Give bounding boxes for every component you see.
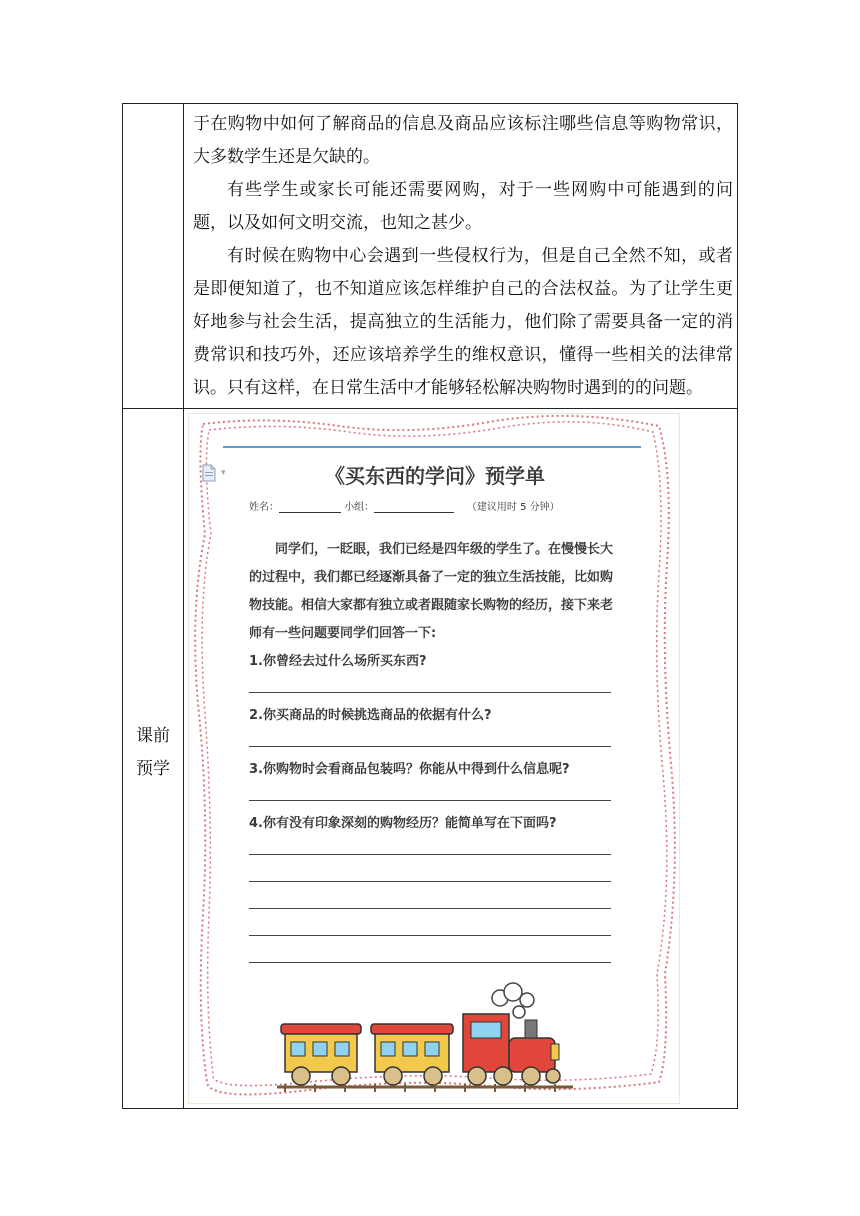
question-3: 3.你购物时会看商品包装吗？你能从中得到什么信息呢? (249, 762, 570, 777)
row-label-line: 课前 (136, 726, 170, 746)
time-note: （建议用时 5 分钟） (466, 502, 560, 513)
table-row-divider (123, 408, 737, 409)
answer-line (249, 746, 611, 747)
group-label: 小组： (344, 502, 375, 513)
preview-worksheet-image (188, 413, 680, 1104)
table-column-divider (183, 104, 184, 1108)
paragraph: 有时候在购物中心会遇到一些侵权行为，但是自己全然不知，或者是即便知道了，也不知道应该怎样维护自己的合法权益。为了让学生更好地参与社会生活，提高独立的生活能力，他们除了需要具备一定的消费常识和技巧外，还应该培养学生的维权意识，懂得一些相关的法律常识。只有这样，在日常生活中才能够轻松解决购物时遇到的的问题。 (193, 246, 733, 398)
row-label-preview (123, 720, 183, 786)
name-label: 姓名： (249, 502, 279, 513)
analysis-text-cell (193, 108, 733, 405)
paragraph: 有些学生或家长可能还需要网购，对于一些网购中可能遇到的问题，以及如何文明交流，也知之甚少。 (193, 180, 733, 233)
dropdown-arrow-icon: ▾ (221, 468, 226, 478)
question-1: 1.你曾经去过什么场所买东西? (249, 654, 427, 669)
answer-line (249, 881, 611, 882)
answer-line (249, 800, 611, 801)
train-illustration (275, 980, 575, 1098)
name-blank (279, 501, 341, 513)
worksheet-meta (249, 498, 560, 513)
answer-line (249, 854, 611, 855)
answer-line (249, 935, 611, 936)
row-label-line: 预学 (136, 759, 170, 779)
worksheet-intro (249, 536, 621, 648)
title-bar-line (223, 446, 641, 448)
question-4: 4.你有没有印象深刻的购物经历？能简单写在下面吗? (249, 816, 557, 831)
intro-paragraph: 同学们，一眨眼，我们已经是四年级的学生了。在慢慢长大的过程中，我们都已经逐渐具备了一定的独立生活技能，比如购物技能。相信大家都有独立或者跟随家长购物的经历，接下来老师有一些问题要同学们回答一下: (249, 542, 614, 641)
answer-line (249, 908, 611, 909)
worksheet-title: 《买东西的学问》预学单 (325, 464, 545, 488)
group-blank (374, 501, 454, 513)
paragraph: 于在购物中如何了解商品的信息及商品应该标注哪些信息等购物常识，大多数学生还是欠缺的。 (193, 114, 733, 167)
answer-line (249, 692, 611, 693)
answer-line (249, 962, 611, 963)
question-2: 2.你买商品的时候挑选商品的依据有什么? (249, 708, 492, 723)
